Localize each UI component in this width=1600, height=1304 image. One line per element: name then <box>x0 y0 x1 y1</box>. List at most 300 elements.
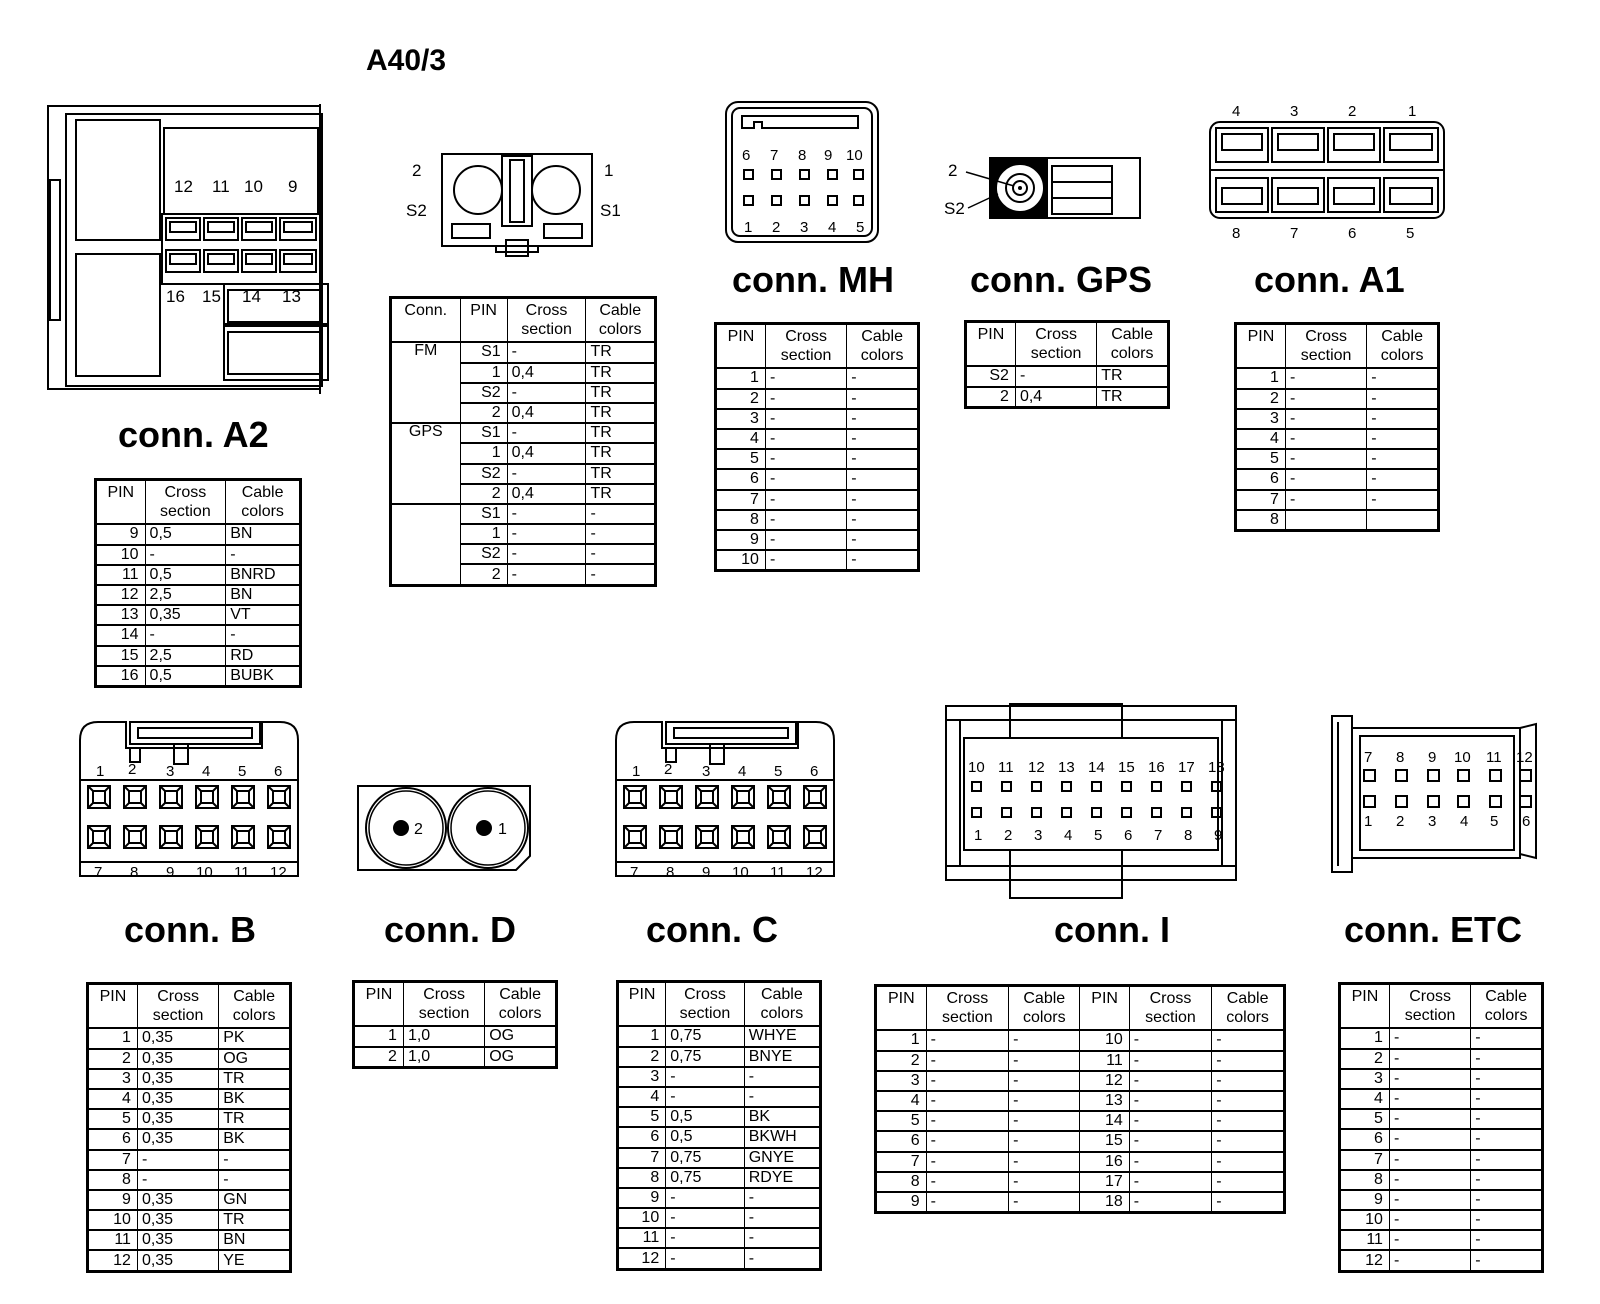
cell-cross-section: - <box>666 1228 745 1248</box>
cell-cross-section: 0,75 <box>666 1168 745 1188</box>
cell-cable-color: TR <box>219 1210 291 1230</box>
header-cable-colors-line: colors <box>241 503 284 521</box>
header-cable-colors-line: Cable <box>241 484 284 501</box>
cell-cable-color: TR <box>586 484 656 504</box>
table-row <box>716 550 919 571</box>
i-pin-11: 11 <box>998 759 1014 776</box>
header-pin <box>96 480 146 525</box>
table-row <box>618 1208 821 1228</box>
header-cable-colors-line: Cable <box>760 986 803 1003</box>
etc-pin-7: 7 <box>1364 749 1373 766</box>
table-row <box>96 666 301 687</box>
header-cross-section-line: section <box>780 347 832 365</box>
etc-pin-4: 4 <box>1460 813 1469 830</box>
gps-label-2: 2 <box>948 161 958 180</box>
cell-cable-color: - <box>847 550 919 571</box>
table-row <box>88 1210 291 1230</box>
pin-table-a2 <box>94 478 302 688</box>
cell-cable-color: - <box>1009 1091 1080 1111</box>
cell-cross-section: - <box>1389 1210 1470 1230</box>
cell-pin: 1 <box>460 524 507 544</box>
table-header-row <box>618 982 821 1027</box>
header-cable-colors <box>485 982 557 1027</box>
cell-pin: 1 <box>1236 368 1286 388</box>
table-row <box>716 368 919 388</box>
cell-cable-color: OG <box>485 1026 557 1046</box>
cell-cable-color: - <box>1471 1150 1543 1170</box>
cell-pin: 3 <box>716 409 766 429</box>
pin-table-gps <box>964 320 1170 409</box>
a2-pin-10: 10 <box>244 177 263 196</box>
cell-cross-section: 0,35 <box>137 1028 218 1048</box>
gps-label-s2: S2 <box>944 199 965 218</box>
a2-pin-15: 15 <box>202 287 221 306</box>
cell-cross-section: 0,5 <box>145 565 226 585</box>
b-pin-4: 4 <box>202 763 211 780</box>
cell-cross-section: - <box>145 625 226 645</box>
cell-cross-section: - <box>1129 1030 1211 1050</box>
c-pin-6: 6 <box>810 763 819 780</box>
cell-cross-section: - <box>1129 1192 1211 1213</box>
header-cross-section <box>507 298 586 343</box>
cell-cable-color: - <box>1212 1131 1285 1151</box>
a1-pin-3: 3 <box>1290 103 1299 120</box>
cell-cable-color: - <box>1471 1028 1543 1048</box>
header-pin <box>618 982 666 1027</box>
title-d: conn. D <box>384 909 516 950</box>
cell-cable-color: BK <box>744 1107 820 1127</box>
table-row <box>716 409 919 429</box>
table-row <box>716 510 919 530</box>
cell-cross-section: 0,4 <box>1015 387 1096 408</box>
a1-pin-8: 8 <box>1232 225 1241 242</box>
header-pin <box>1236 324 1286 369</box>
cell-pin: S2 <box>460 464 507 484</box>
cell-cross-section: - <box>137 1170 218 1190</box>
cell-cross-section: - <box>1129 1111 1211 1131</box>
etc-pin-11: 11 <box>1486 749 1502 766</box>
mh-pin-4: 4 <box>828 219 837 236</box>
cell-cross-section: 0,4 <box>507 363 586 383</box>
table-header-row <box>716 324 919 369</box>
table-row <box>96 585 301 605</box>
cell-cross-section: - <box>145 545 226 565</box>
cell-pin: 2 <box>966 387 1016 408</box>
cell-cross-section: 0,5 <box>666 1127 745 1147</box>
cell-cable-color: - <box>1367 469 1439 489</box>
cell-cable-color: - <box>1367 409 1439 429</box>
cell-cross-section: - <box>1285 368 1366 388</box>
cell-pin: 3 <box>1340 1069 1390 1089</box>
cell-cable-color: - <box>1212 1111 1285 1131</box>
cell-cable-color: - <box>1212 1091 1285 1111</box>
header-cross-section <box>1285 324 1366 369</box>
c-pin-3: 3 <box>702 763 711 780</box>
table-row <box>618 1168 821 1188</box>
table-row <box>88 1230 291 1250</box>
cell-cable-color: - <box>586 524 656 544</box>
header-cable-colors <box>847 324 919 369</box>
table-row <box>876 1091 1285 1111</box>
header-cable-colors <box>226 480 301 525</box>
header-cross-section-line: Cross <box>1035 326 1077 343</box>
cell-cable-color: - <box>1212 1071 1285 1091</box>
header-pin <box>876 986 927 1031</box>
cell-cross-section: - <box>765 510 846 530</box>
table-row <box>876 1051 1285 1071</box>
connector-b-drawing <box>78 718 304 884</box>
cell-pin: S1 <box>460 342 507 362</box>
table-header-row <box>88 984 291 1029</box>
a40-label-2: 2 <box>412 161 422 180</box>
table-header-row <box>1236 324 1439 369</box>
table-row <box>1236 368 1439 388</box>
cell-cable-color: TR <box>586 423 656 443</box>
a2-pin-9: 9 <box>288 177 298 196</box>
i-pin-5: 5 <box>1094 827 1103 844</box>
cell-cross-section: - <box>1389 1049 1470 1069</box>
table-row <box>88 1109 291 1129</box>
table-row <box>354 1026 557 1046</box>
header-pin-line: PIN <box>365 986 393 1003</box>
cell-cable-color: - <box>1471 1250 1543 1271</box>
title-gps: conn. GPS <box>970 259 1153 300</box>
connector-etc-drawing <box>1330 714 1540 876</box>
connector-d-drawing <box>356 784 536 874</box>
cell-pin: 4 <box>876 1091 927 1111</box>
connector-i-drawing <box>946 704 1238 900</box>
mh-pin-3: 3 <box>800 219 809 236</box>
cell-pin: 1 <box>460 363 507 383</box>
cell-cable-color: - <box>1212 1172 1285 1192</box>
cell-pin: 2 <box>460 484 507 504</box>
i-pin-14: 14 <box>1088 759 1105 776</box>
table-row <box>716 469 919 489</box>
header-pin <box>716 324 766 369</box>
cell-cross-section: - <box>926 1091 1008 1111</box>
cell-cross-section: 0,5 <box>145 524 226 544</box>
cell-cable-color: RD <box>226 646 301 666</box>
cell-pin: 16 <box>96 666 146 687</box>
title-etc: conn. ETC <box>1344 909 1522 950</box>
table-header-row <box>354 982 557 1027</box>
cell-cable-color: - <box>1471 1190 1543 1210</box>
cell-pin: 9 <box>618 1188 666 1208</box>
cell-pin: S1 <box>460 504 507 524</box>
cell-cable-color: - <box>219 1150 291 1170</box>
mh-pin-7: 7 <box>770 147 779 164</box>
cell-cable-color: BK <box>219 1089 291 1109</box>
table-row <box>1340 1190 1543 1210</box>
cell-cross-section: - <box>507 524 586 544</box>
cell-pin: S2 <box>460 544 507 564</box>
header-cable-colors-line: Cable <box>233 988 276 1005</box>
cell-pin: 6 <box>88 1129 138 1149</box>
header-cross-section-line: section <box>418 1005 470 1023</box>
connector-a2-drawing <box>46 104 346 394</box>
cell-cross-section: - <box>1129 1131 1211 1151</box>
cell-cable-color: - <box>1009 1192 1080 1213</box>
cell-cross-section: - <box>507 504 586 524</box>
cell-pin: 5 <box>88 1109 138 1129</box>
cell-pin: 1 <box>618 1026 666 1046</box>
cell-pin: 2 <box>1340 1049 1390 1069</box>
cell-pin: 4 <box>1340 1089 1390 1109</box>
table-row <box>966 387 1169 408</box>
cell-pin: 1 <box>88 1028 138 1048</box>
table-header-row <box>876 986 1285 1031</box>
cell-cable-color: BN <box>219 1230 291 1250</box>
etc-pin-10: 10 <box>1454 749 1471 766</box>
b-pin-6: 6 <box>274 763 283 780</box>
table-row <box>618 1067 821 1087</box>
cell-cross-section: - <box>1129 1051 1211 1071</box>
cell-cross-section: 2,5 <box>145 646 226 666</box>
a40-label-1: 1 <box>604 161 614 180</box>
cell-pin: 12 <box>88 1250 138 1271</box>
header-cable-colors-line: colors <box>1226 1009 1269 1027</box>
cell-pin: 7 <box>1236 490 1286 510</box>
i-pin-4: 4 <box>1064 827 1073 844</box>
table-row <box>96 605 301 625</box>
i-pin-7: 7 <box>1154 827 1163 844</box>
c-pin-8: 8 <box>666 864 675 881</box>
i-pin-12: 12 <box>1028 759 1045 776</box>
cell-cross-section: - <box>926 1152 1008 1172</box>
cell-cable-color: - <box>226 625 301 645</box>
cell-cross-section: - <box>507 423 586 443</box>
cell-cross-section: - <box>1389 1028 1470 1048</box>
cell-cross-section: 0,35 <box>137 1129 218 1149</box>
cell-cable-color: - <box>744 1188 820 1208</box>
cell-cable-color: - <box>744 1067 820 1087</box>
a2-pin-12: 12 <box>174 177 193 196</box>
group-label: FM <box>391 342 461 423</box>
header-cable-colors <box>586 298 656 343</box>
table-row <box>716 389 919 409</box>
cell-pin: 2 <box>354 1047 404 1068</box>
cell-cross-section: - <box>507 544 586 564</box>
c-pin-12: 12 <box>806 864 823 881</box>
cell-pin: 5 <box>876 1111 927 1131</box>
cell-cross-section: - <box>1389 1250 1470 1271</box>
header-cross-section-line: Cross <box>946 990 989 1007</box>
c-pin-11: 11 <box>770 864 786 881</box>
mh-pin-2: 2 <box>772 219 781 236</box>
b-pin-11: 11 <box>234 864 250 881</box>
cell-cable-color: - <box>847 429 919 449</box>
table-row <box>1340 1129 1543 1149</box>
cell-pin: 6 <box>1340 1129 1390 1149</box>
cell-cable-color: - <box>1471 1049 1543 1069</box>
i-pin-1: 1 <box>974 827 983 844</box>
c-pin-10: 10 <box>732 864 749 881</box>
cell-pin: 17 <box>1080 1172 1129 1192</box>
table-row <box>88 1190 291 1210</box>
cell-cable-color: - <box>744 1228 820 1248</box>
table-row <box>618 1026 821 1046</box>
table-row <box>618 1087 821 1107</box>
cell-cable-color <box>1367 510 1439 531</box>
i-pin-17: 17 <box>1178 759 1195 776</box>
cell-pin: 6 <box>876 1131 927 1151</box>
cell-pin: 1 <box>460 443 507 463</box>
header-cross-section-line: section <box>521 321 572 339</box>
cell-pin: 10 <box>716 550 766 571</box>
cell-cross-section: 0,35 <box>145 605 226 625</box>
cell-pin: 8 <box>618 1168 666 1188</box>
header-pin-line: PIN <box>727 328 755 345</box>
header-cable-colors <box>1097 322 1169 367</box>
header-cross-section-line: Cross <box>684 986 726 1003</box>
mh-pin-9: 9 <box>824 147 833 164</box>
table-row <box>96 524 301 544</box>
cell-cable-color: TR <box>219 1069 291 1089</box>
header-cable-colors-line: Cable <box>861 328 904 345</box>
table-row <box>716 449 919 469</box>
a40-label-s2: S2 <box>406 201 427 220</box>
cell-pin: 9 <box>88 1190 138 1210</box>
cell-cross-section: - <box>926 1192 1008 1213</box>
table-row <box>354 1047 557 1068</box>
cell-cable-color: - <box>1471 1089 1543 1109</box>
cell-cross-section: - <box>765 389 846 409</box>
cell-cross-section: - <box>765 530 846 550</box>
table-row <box>1236 449 1439 469</box>
cell-cross-section: - <box>765 550 846 571</box>
table-row <box>876 1111 1285 1131</box>
table-row <box>88 1069 291 1089</box>
cell-pin: 14 <box>96 625 146 645</box>
header-pin <box>966 322 1016 367</box>
cell-cross-section: - <box>926 1111 1008 1131</box>
cell-cross-section: - <box>666 1087 745 1107</box>
table-row <box>876 1030 1285 1050</box>
header-cross-section-line: section <box>1030 345 1082 363</box>
header-cable-colors-line: colors <box>232 1007 276 1025</box>
header-cross-section-line: Cross <box>785 328 827 345</box>
cell-pin: 8 <box>1236 510 1286 531</box>
b-pin-2: 2 <box>128 761 137 778</box>
header-cable-colors-line: Cable <box>1381 328 1424 345</box>
header-cross-section <box>1015 322 1096 367</box>
cell-pin: 9 <box>876 1192 927 1213</box>
header-cable-colors-line: Cable <box>1111 326 1154 343</box>
cell-pin: 5 <box>618 1107 666 1127</box>
cell-cross-section: - <box>1389 1190 1470 1210</box>
c-pin-4: 4 <box>738 763 747 780</box>
c-pin-2: 2 <box>664 761 673 778</box>
header-pin-line: PIN <box>107 484 135 501</box>
table-row <box>391 342 656 362</box>
header-cable-colors-line: colors <box>860 347 904 365</box>
pin-table-c <box>616 980 822 1271</box>
cell-cross-section: - <box>1389 1230 1470 1250</box>
b-pin-10: 10 <box>196 864 213 881</box>
cell-cable-color: BUBK <box>226 666 301 687</box>
cell-cross-section: 0,35 <box>137 1049 218 1069</box>
cell-pin: 11 <box>1080 1051 1129 1071</box>
d-pin-2: 2 <box>414 821 423 838</box>
table-row <box>96 545 301 565</box>
cell-cross-section: - <box>666 1248 745 1269</box>
cell-cable-color: - <box>1212 1192 1285 1213</box>
table-row <box>88 1049 291 1069</box>
cell-cable-color: - <box>1367 368 1439 388</box>
cell-cable-color: - <box>847 490 919 510</box>
cell-cable-color: BNRD <box>226 565 301 585</box>
table-row <box>618 1248 821 1269</box>
main-title: A40/3 <box>366 44 447 77</box>
cell-pin: 1 <box>1340 1028 1390 1048</box>
table-row <box>96 646 301 666</box>
cell-cross-section: 0,4 <box>507 484 586 504</box>
cell-cable-color: - <box>226 545 301 565</box>
header-cross-section-line: section <box>679 1005 731 1023</box>
c-pin-9: 9 <box>702 864 711 881</box>
table-header-row <box>966 322 1169 367</box>
cell-cable-color: GN <box>219 1190 291 1210</box>
cell-cross-section: 0,35 <box>137 1210 218 1230</box>
cell-cable-color: - <box>847 409 919 429</box>
cell-cable-color: - <box>586 544 656 564</box>
d-pin-1: 1 <box>498 821 507 838</box>
pin-table-d <box>352 980 558 1069</box>
connector-gps-drawing <box>944 150 1144 230</box>
table-row <box>1340 1150 1543 1170</box>
header-pin <box>354 982 404 1027</box>
cell-pin: 12 <box>618 1248 666 1269</box>
table-row <box>1340 1250 1543 1271</box>
cell-pin: 16 <box>1080 1152 1129 1172</box>
cell-cross-section <box>1285 510 1366 531</box>
table-row <box>716 530 919 550</box>
cell-cable-color: - <box>1009 1172 1080 1192</box>
table-row <box>1340 1049 1543 1069</box>
cell-pin: 12 <box>96 585 146 605</box>
header-pin-line: PIN <box>99 988 127 1005</box>
pin-table-a40 <box>389 296 657 587</box>
a2-pin-14: 14 <box>242 287 261 306</box>
cell-cross-section: - <box>1129 1152 1211 1172</box>
header-cross-section <box>137 984 218 1029</box>
mh-pin-8: 8 <box>798 147 807 164</box>
cell-cable-color: - <box>1471 1230 1543 1250</box>
cell-pin: 12 <box>1080 1071 1129 1091</box>
cell-cross-section: - <box>137 1150 218 1170</box>
header-cross-section-line: Cross <box>1409 988 1451 1005</box>
table-row <box>88 1250 291 1271</box>
cell-pin: 4 <box>88 1089 138 1109</box>
mh-pin-10: 10 <box>846 147 863 164</box>
cell-cable-color: - <box>847 469 919 489</box>
cell-cross-section: - <box>1285 490 1366 510</box>
header-cable-colors-line: colors <box>1110 345 1154 363</box>
cell-pin: 9 <box>1340 1190 1390 1210</box>
cell-cross-section: - <box>1129 1091 1211 1111</box>
cell-cable-color: - <box>1009 1071 1080 1091</box>
header-cross-section-line: Cross <box>423 986 465 1003</box>
header-cross-section <box>1129 986 1211 1031</box>
cell-cross-section: 0,35 <box>137 1089 218 1109</box>
header-pin-line: PIN <box>1351 988 1379 1005</box>
cell-cable-color: BN <box>226 585 301 605</box>
cell-cable-color: - <box>1367 389 1439 409</box>
cell-cable-color: TR <box>586 464 656 484</box>
cell-pin: 11 <box>96 565 146 585</box>
cell-cable-color: TR <box>586 363 656 383</box>
cell-cross-section: 1,0 <box>403 1047 484 1068</box>
